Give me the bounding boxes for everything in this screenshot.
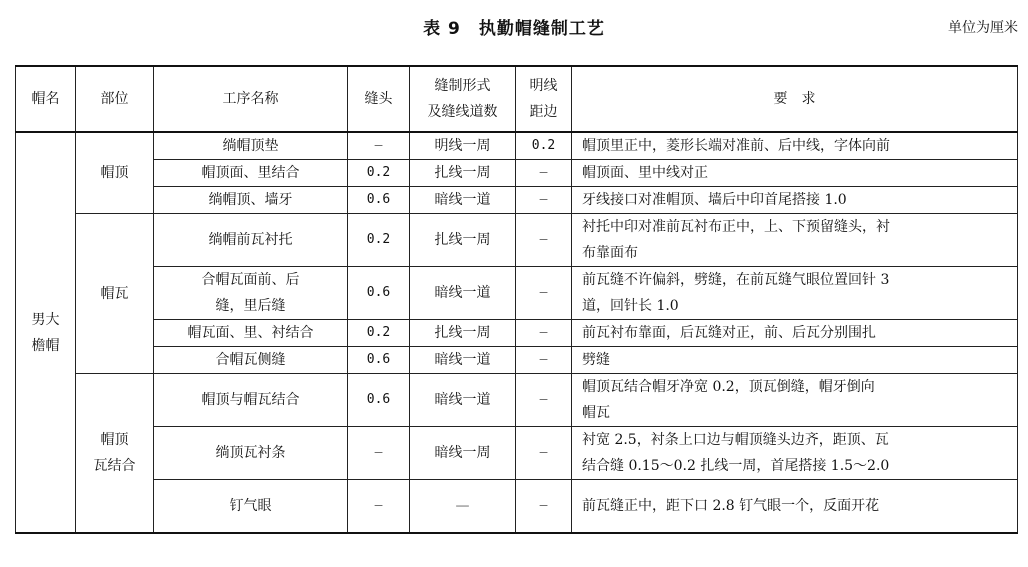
requirement-cell: [572, 427, 1018, 480]
seam-cell: —: [348, 427, 410, 480]
col-header-edge-line1: 明线: [529, 78, 558, 94]
col-header-part: 部位: [76, 66, 154, 132]
edge-cell: —: [516, 214, 572, 267]
process-line: 缝，里后缝: [215, 298, 286, 314]
col-header-edge-line2: 距边: [529, 104, 558, 120]
seam-cell: 0.6: [348, 187, 410, 214]
table-row: [16, 132, 1018, 160]
requirement-cell: 前瓦缝正中，距下口 2.8 钉气眼一个，反面开花: [572, 480, 1018, 534]
seam-cell: 0.6: [348, 374, 410, 427]
requirement-cell: [572, 214, 1018, 267]
seam-cell: 0.2: [348, 320, 410, 347]
requirement-line: 帽顶瓦结合帽牙净宽 0.2，顶瓦倒缝，帽牙倒向: [582, 379, 875, 395]
form-cell: 暗线一道: [410, 374, 516, 427]
requirement-line: 道，回针长 1.0: [582, 298, 679, 314]
col-header-requirement: 要 求: [572, 66, 1018, 132]
form-cell: 暗线一道: [410, 187, 516, 214]
requirement-cell: 帽顶面、里中线对正: [572, 160, 1018, 187]
edge-cell: —: [516, 347, 572, 374]
process-cell: 帽顶面、里结合: [154, 160, 348, 187]
requirement-cell: 前瓦衬布靠面，后瓦缝对正，前、后瓦分别围扎: [572, 320, 1018, 347]
seam-cell: —: [348, 132, 410, 160]
edge-cell: —: [516, 187, 572, 214]
process-cell: 绱帽顶、墙牙: [154, 187, 348, 214]
part-line: 帽顶: [100, 432, 129, 448]
part-cell: 帽瓦: [76, 214, 154, 374]
table-row: [16, 214, 1018, 267]
hat-name-line2: 檐帽: [31, 337, 60, 354]
table-row: [16, 267, 1018, 320]
table-row: [16, 480, 1018, 534]
requirement-line: 衬托中印对准前瓦衬布正中，上、下预留缝头，衬: [582, 219, 890, 235]
col-header-seam: 缝头: [348, 66, 410, 132]
part-cell: 帽顶: [76, 132, 154, 214]
hat-name-cell: [16, 132, 76, 533]
col-header-form-line2: 及缝线道数: [427, 104, 498, 120]
requirement-cell: [572, 267, 1018, 320]
form-cell: 扎线一周: [410, 320, 516, 347]
form-cell: —: [410, 480, 516, 534]
process-cell: 绱帽顶垫: [154, 132, 348, 160]
seam-cell: 0.2: [348, 160, 410, 187]
edge-cell: —: [516, 427, 572, 480]
requirement-line: 结合缝 0.15～0.2 扎线一周，首尾搭接 1.5～2.0: [582, 458, 890, 474]
seam-cell: 0.6: [348, 267, 410, 320]
seam-cell: 0.6: [348, 347, 410, 374]
col-header-form: [410, 66, 516, 132]
col-header-process: 工序名称: [154, 66, 348, 132]
table-row: [16, 347, 1018, 374]
process-cell: 钉气眼: [154, 480, 348, 534]
sewing-process-table: [15, 65, 1018, 534]
seam-cell: 0.2: [348, 214, 410, 267]
table-row: [16, 374, 1018, 427]
col-header-form-line1: 缝制形式: [434, 78, 491, 94]
form-cell: 扎线一周: [410, 160, 516, 187]
form-cell: 明线一周: [410, 132, 516, 160]
col-header-edge: [516, 66, 572, 132]
edge-cell: —: [516, 320, 572, 347]
table-row: [16, 187, 1018, 214]
part-line: 瓦结合: [93, 458, 136, 474]
edge-cell: —: [516, 160, 572, 187]
requirement-line: 布靠面布: [582, 245, 638, 261]
requirement-cell: 帽顶里正中，菱形长端对准前、后中线，字体向前: [572, 132, 1018, 160]
table-row: [16, 160, 1018, 187]
edge-cell: —: [516, 267, 572, 320]
requirement-cell: [572, 374, 1018, 427]
table-row: [16, 320, 1018, 347]
process-cell: [154, 267, 348, 320]
process-cell: 合帽瓦侧缝: [154, 347, 348, 374]
edge-cell: 0.2: [516, 132, 572, 160]
process-cell: 绱帽前瓦衬托: [154, 214, 348, 267]
table-title: 表 9 执勤帽缝制工艺: [423, 19, 605, 39]
requirement-cell: 牙线接口对准帽顶、墙后中印首尾搭接 1.0: [572, 187, 1018, 214]
requirement-line: 前瓦缝不许偏斜，劈缝，在前瓦缝气眼位置回针 3: [582, 272, 890, 288]
form-cell: 扎线一周: [410, 214, 516, 267]
edge-cell: —: [516, 374, 572, 427]
requirement-cell: 劈缝: [572, 347, 1018, 374]
form-cell: 暗线一道: [410, 267, 516, 320]
process-cell: 帽瓦面、里、衬结合: [154, 320, 348, 347]
form-cell: 暗线一道: [410, 347, 516, 374]
requirement-line: 帽瓦: [582, 405, 610, 421]
hat-name-line1: 男大: [31, 311, 60, 328]
table-row: [16, 427, 1018, 480]
form-cell: 暗线一周: [410, 427, 516, 480]
process-cell: 帽顶与帽瓦结合: [154, 374, 348, 427]
unit-note: 单位为厘米: [948, 20, 1018, 36]
header-row: [16, 66, 1018, 132]
process-line: 合帽瓦面前、后: [201, 272, 300, 288]
process-cell: 绱顶瓦衬条: [154, 427, 348, 480]
requirement-line: 衬宽 2.5，衬条上口边与帽顶缝头边齐，距顶、瓦: [582, 432, 889, 448]
seam-cell: —: [348, 480, 410, 534]
part-cell: [76, 374, 154, 534]
col-header-name: 帽名: [16, 66, 76, 132]
edge-cell: —: [516, 480, 572, 534]
